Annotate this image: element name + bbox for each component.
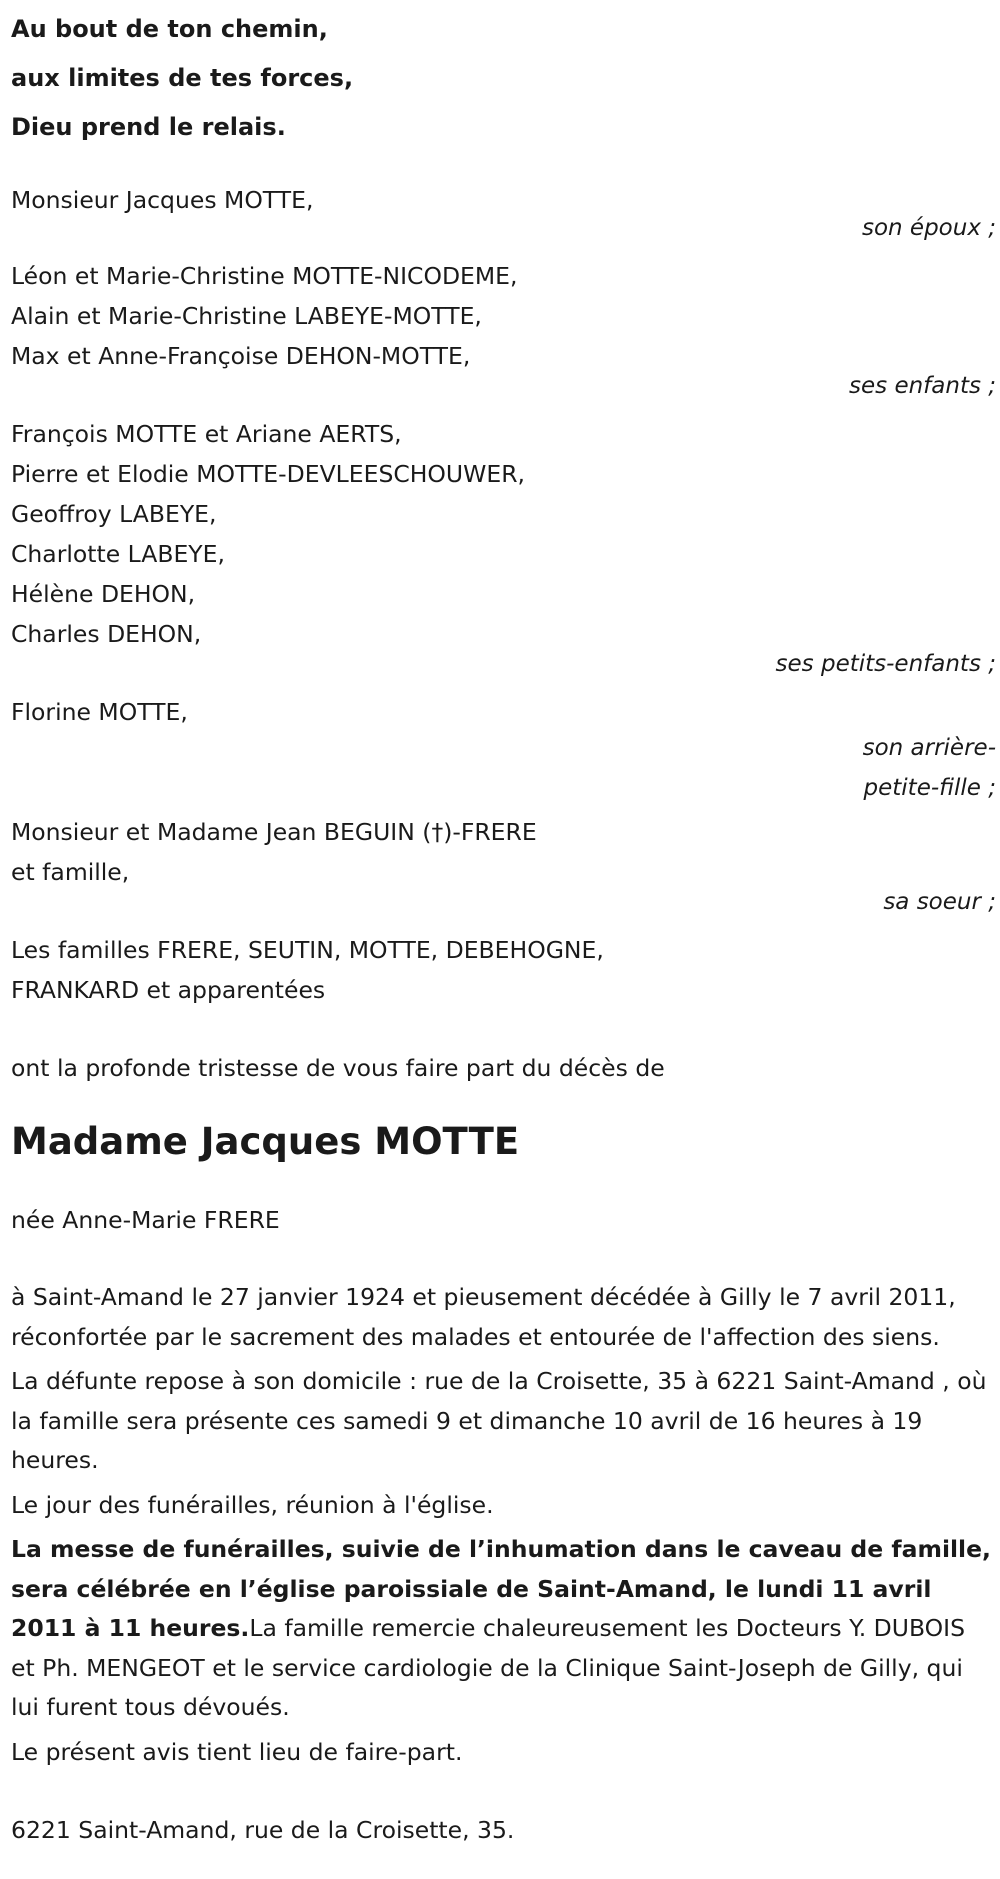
announcement: ont la profonde tristesse de vous faire part du décès de xyxy=(11,1054,665,1082)
family-name: Alain et Marie-Christine LABEYE-MOTTE, xyxy=(11,302,482,330)
deceased-name: Madame Jacques MOTTE xyxy=(11,1120,520,1163)
family-group-grandchildren xyxy=(11,414,996,684)
family-name: FRANKARD et apparentées xyxy=(11,976,326,1004)
family-name: Charlotte LABEYE, xyxy=(11,540,225,568)
family-role: petite-fille ; xyxy=(863,775,996,801)
family-name: Les familles FRERE, SEUTIN, MOTTE, DEBEHOGNE, xyxy=(11,936,604,964)
paragraph-funeral xyxy=(11,1530,996,1728)
family-name: Monsieur Jacques MOTTE, xyxy=(11,186,314,214)
family-name: Geoffroy LABEYE, xyxy=(11,500,217,528)
family-name: François MOTTE et Ariane AERTS, xyxy=(11,420,402,448)
paragraph-birth-death: à Saint-Amand le 27 janvier 1924 et pieusement décédée à Gilly le 7 avril 2011, réconfortée par le sacrement des malades et entourée de l'affection des siens. xyxy=(11,1283,956,1351)
poem-line: aux limites de tes forces, xyxy=(11,64,354,92)
family-role: son arrière- xyxy=(862,735,996,761)
poem xyxy=(11,5,996,152)
family-group-sister xyxy=(11,812,996,922)
poem-line: Dieu prend le relais. xyxy=(11,113,286,141)
family-name: Léon et Marie-Christine MOTTE-NICODEME, xyxy=(11,262,518,290)
address: 6221 Saint-Amand, rue de la Croisette, 35. xyxy=(11,1816,515,1844)
thanks-text: La famille remercie chaleureusement les Docteurs Y. DUBOIS et Ph. MENGEOT et le service cardiologie de la Clinique Saint-Joseph de Gilly, qui lui furent tous dévoués. xyxy=(11,1614,966,1721)
family-role: son époux ; xyxy=(861,215,996,241)
paragraph-notice: Le présent avis tient lieu de faire-part. xyxy=(11,1737,463,1766)
family-role: sa soeur ; xyxy=(883,889,996,915)
family-name: Pierre et Elodie MOTTE-DEVLEESCHOUWER, xyxy=(11,460,526,488)
family-group-children xyxy=(11,256,996,406)
family-name: Hélène DEHON, xyxy=(11,580,196,608)
family-name: Florine MOTTE, xyxy=(11,698,188,726)
family-name: Charles DEHON, xyxy=(11,620,202,648)
paragraph-meeting: Le jour des funérailles, réunion à l'église. xyxy=(11,1490,494,1519)
obituary-document xyxy=(11,5,996,1850)
family-role: ses enfants ; xyxy=(849,373,996,399)
family-name: et famille, xyxy=(11,858,130,886)
born-name: née Anne-Marie FRERE xyxy=(11,1206,280,1234)
family-group-families xyxy=(11,930,996,1010)
family-group-spouse xyxy=(11,180,996,248)
family-name: Max et Anne-Françoise DEHON-MOTTE, xyxy=(11,342,471,370)
family-name: Monsieur et Madame Jean BEGUIN (†)-FRERE xyxy=(11,818,537,846)
paragraph-visitation: La défunte repose à son domicile : rue de la Croisette, 35 à 6221 Saint-Amand , où la famille sera présente ces samedi 9 et dimanche 10 avril de 16 heures à 19 heures. xyxy=(11,1367,987,1474)
funeral-details: La messe de funérailles, suivie de l’inhumation dans le caveau de famille, sera célébrée en l’église paroissiale de Saint-Amand, le lundi 11 avril 2011 à 11 heures. xyxy=(11,1535,991,1642)
poem-line: Au bout de ton chemin, xyxy=(11,15,328,43)
family-role: ses petits-enfants ; xyxy=(775,651,996,677)
family-group-great-grandchild xyxy=(11,692,996,808)
